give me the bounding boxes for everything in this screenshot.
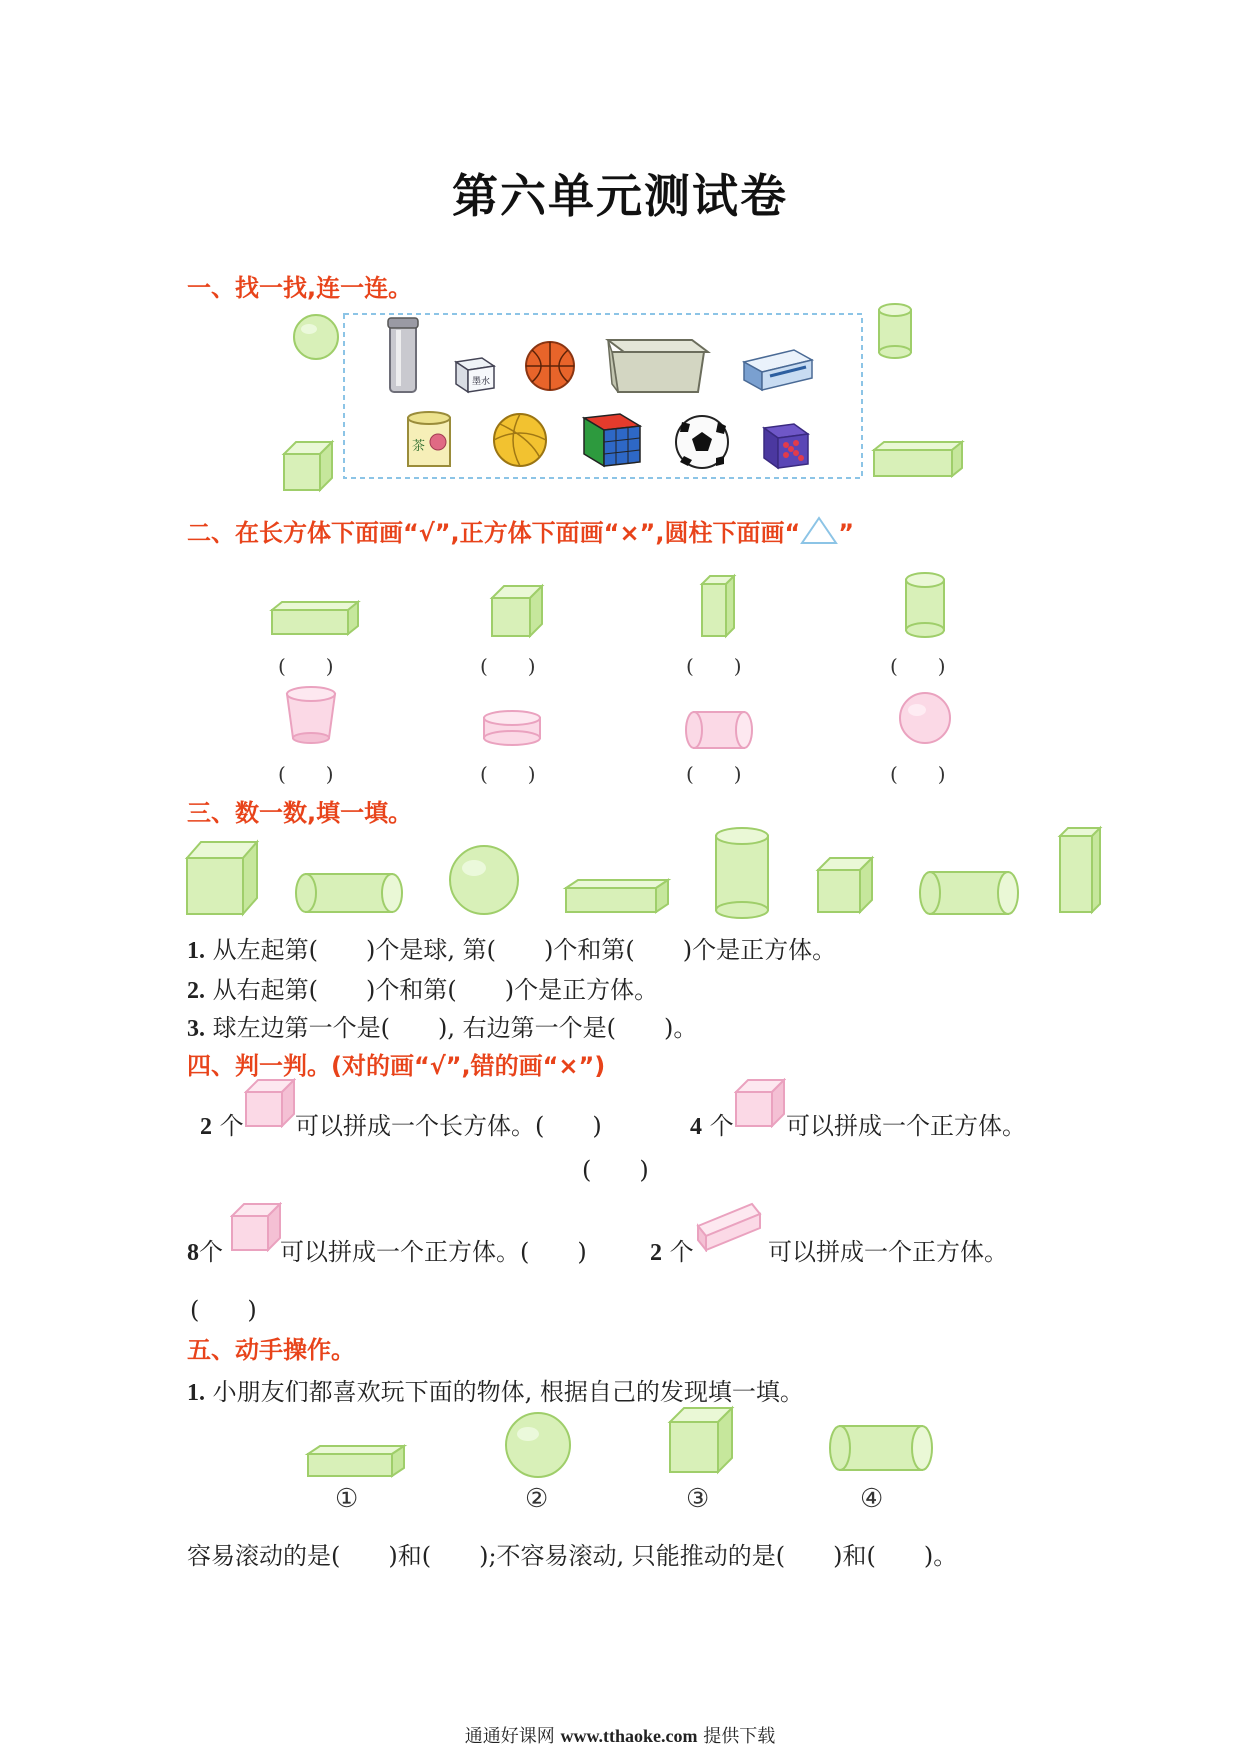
cuboid-icon (694, 1192, 768, 1252)
question-text: 球左边第一个是( ), 右边第一个是( )。 (205, 1014, 698, 1042)
section-5-heading: 五、动手操作。 (187, 1336, 355, 1364)
storage-box-icon (608, 340, 708, 392)
answer-paren[interactable]: ( ) (686, 654, 742, 678)
cylinder-icon (686, 712, 752, 748)
section-1-figure (0, 300, 1240, 500)
cuboid-icon (874, 442, 962, 476)
section-2-shapes (0, 560, 1240, 760)
cube-icon (230, 1202, 282, 1252)
question-number: 3. (187, 1016, 205, 1042)
section-5-shapes (0, 1400, 1240, 1500)
sphere-icon (450, 846, 518, 914)
cylinder-icon (716, 828, 768, 918)
disc-icon (484, 711, 540, 745)
answer-paren[interactable]: ( ) (890, 762, 946, 786)
cylinder-icon (906, 573, 944, 637)
item-number: 2 (650, 1240, 662, 1266)
thermos-icon (388, 318, 418, 392)
question-number: 2. (187, 978, 205, 1004)
judge-item-b-count (690, 1106, 734, 1141)
cylinder-icon (296, 874, 402, 912)
question-text: 小朋友们都喜欢玩下面的物体, 根据自己的发现填一填。 (205, 1378, 804, 1406)
sphere-icon (900, 693, 950, 743)
svg-text:茶: 茶 (412, 439, 426, 454)
section-2-heading-text: 二、在长方体下面画“√”,正方体下面画“×”,圆柱下面画“ (187, 519, 801, 547)
question-number: 1. (187, 1380, 205, 1406)
cuboid-icon (272, 602, 358, 634)
section-4-heading: 四、判一判。(对的画“√”,错的画“×”) (187, 1052, 606, 1080)
judge-item-b-text: 可以拼成一个正方体。 (786, 1112, 1026, 1140)
shape-label-2: ② (525, 1484, 549, 1514)
item-unit: 个 (219, 1112, 244, 1140)
question-3-2 (187, 970, 658, 1005)
sphere-icon (506, 1413, 570, 1477)
soccer-ball-icon (676, 416, 728, 468)
judge-item-c-count (187, 1232, 223, 1267)
item-number: 4 (690, 1114, 702, 1140)
footer-url[interactable]: www.tthaoke.com (560, 1726, 698, 1746)
section-1-heading: 一、找一找,连一连。 (187, 274, 413, 302)
footer (0, 1722, 1240, 1748)
cuboid-icon (566, 880, 668, 912)
tea-can-icon (408, 412, 450, 466)
answer-paren[interactable]: ( ) (686, 762, 742, 786)
section-3-shapes (0, 820, 1240, 920)
cylinder-icon (920, 872, 1018, 914)
cuboid-icon (702, 576, 734, 636)
item-number: 8 (187, 1240, 199, 1266)
item-unit: 个 (669, 1238, 694, 1266)
section-2-heading-close: ” (838, 519, 854, 547)
answer-paren[interactable]: ( ) (582, 1156, 649, 1184)
judge-item-c-text: 可以拼成一个正方体。( ) (280, 1238, 587, 1266)
basketball-icon (526, 342, 574, 390)
sphere-icon (294, 315, 338, 359)
question-text: 从左起第( )个是球, 第( )个和第( )个是正方体。 (205, 936, 837, 964)
cube-icon (734, 1078, 786, 1128)
ink-box-icon (456, 358, 494, 392)
cube-icon (492, 586, 542, 636)
question-3-3 (187, 1008, 697, 1043)
cube-icon (284, 442, 332, 490)
cuboid-icon (1060, 828, 1100, 912)
item-unit: 个 (709, 1112, 734, 1140)
cube-icon (818, 858, 872, 912)
dice-icon (764, 424, 808, 468)
answer-paren[interactable]: ( ) (278, 654, 334, 678)
question-number: 1. (187, 938, 205, 964)
shape-label-3: ③ (686, 1484, 710, 1514)
cube-icon (670, 1408, 732, 1472)
question-text: 从右起第( )个和第( )个是正方体。 (205, 976, 659, 1004)
rubiks-cube-icon (584, 414, 640, 466)
question-5-answer: 容易滚动的是( )和( );不容易滚动, 只能推动的是( )和( )。 (187, 1542, 958, 1570)
cylinder-icon (879, 304, 911, 358)
cylinder-icon (830, 1426, 932, 1470)
footer-download-text: 提供下载 (703, 1726, 776, 1747)
tissue-box-icon (744, 350, 812, 390)
triangle-icon (800, 515, 838, 545)
answer-paren[interactable]: ( ) (190, 1296, 257, 1324)
answer-paren[interactable]: ( ) (480, 654, 536, 678)
judge-item-d-text: 可以拼成一个正方体。 (768, 1238, 1008, 1266)
answer-paren[interactable]: ( ) (480, 762, 536, 786)
page-title: 第六单元测试卷 (452, 169, 788, 223)
section-3-heading: 三、数一数,填一填。 (187, 799, 413, 827)
judge-item-d-count (650, 1232, 694, 1267)
shape-label-1: ① (335, 1484, 359, 1514)
judge-item-a-text: 可以拼成一个长方体。( ) (295, 1112, 602, 1140)
volleyball-icon (494, 414, 546, 466)
cup-icon (287, 687, 335, 743)
shape-label-4: ④ (860, 1484, 884, 1514)
cube-icon (187, 842, 257, 914)
answer-paren[interactable]: ( ) (278, 762, 334, 786)
footer-site-name: 通通好课网 (464, 1726, 555, 1747)
item-unit: 个 (199, 1238, 223, 1266)
svg-text:墨水: 墨水 (472, 377, 491, 387)
question-3-1 (187, 930, 836, 965)
cube-icon (244, 1078, 296, 1128)
answer-paren[interactable]: ( ) (890, 654, 946, 678)
item-number: 2 (200, 1114, 212, 1140)
cuboid-icon (308, 1446, 404, 1476)
section-2-heading (187, 513, 854, 548)
judge-item-a-count (200, 1106, 244, 1141)
